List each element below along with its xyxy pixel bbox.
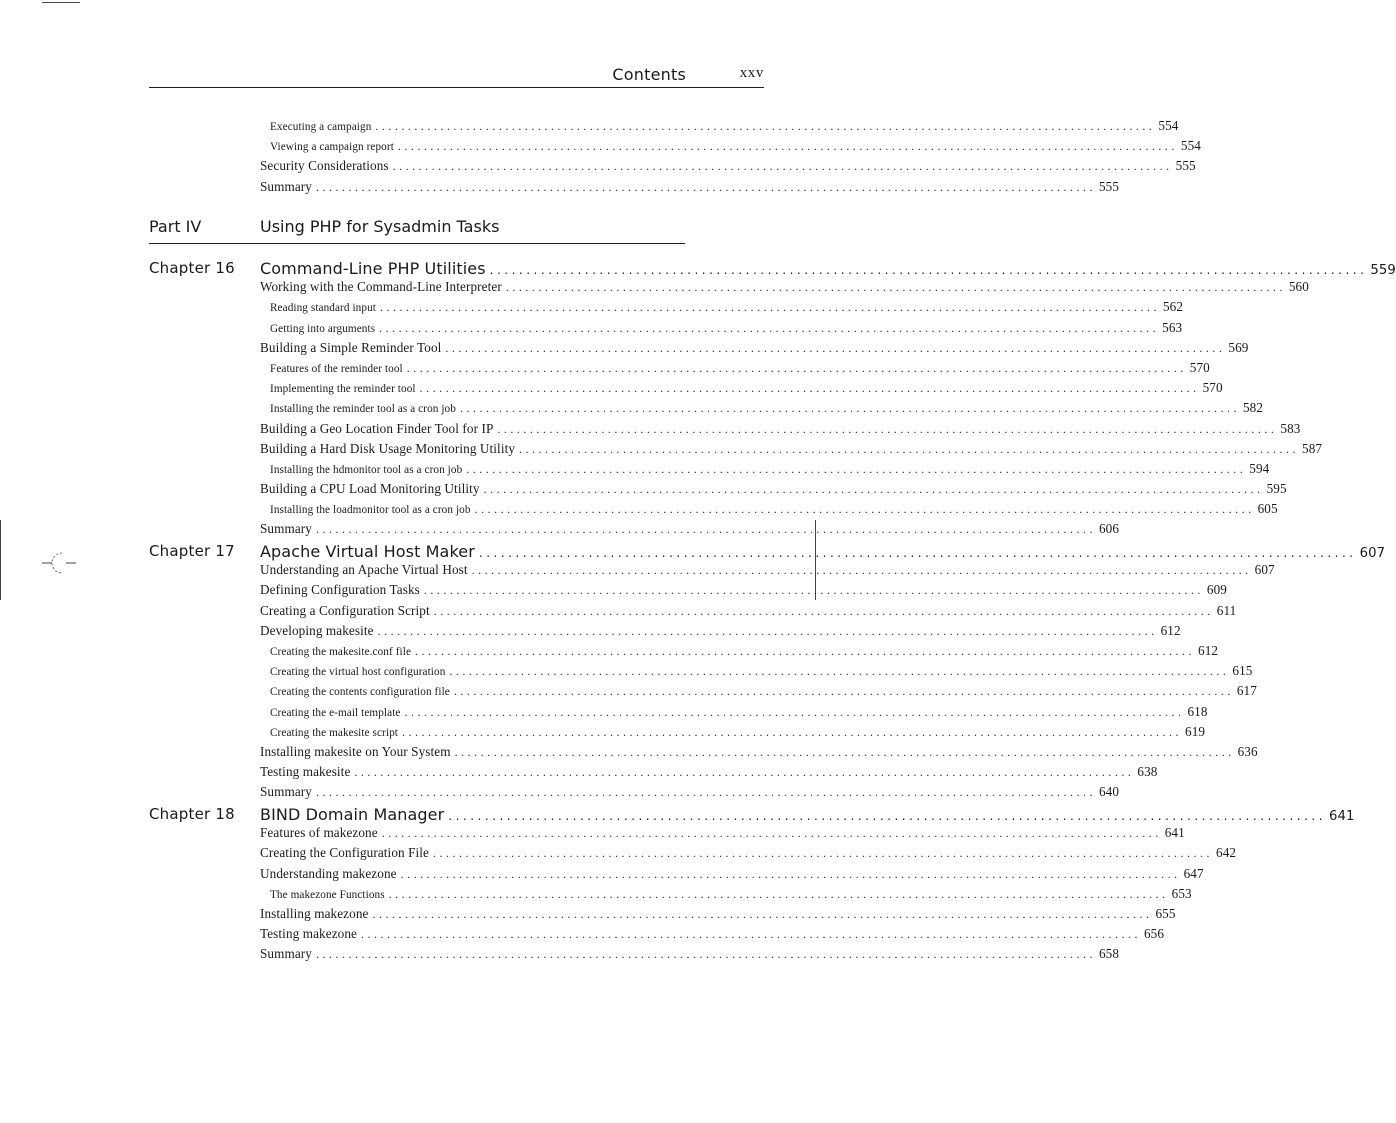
- toc-entry: [260, 279, 1309, 299]
- dot-leader: ........................................................................................................................: [315, 947, 1096, 962]
- toc-entry-page-number: 555: [1175, 158, 1196, 174]
- toc-entry: [260, 158, 1196, 178]
- toc-entry-page-number: 559: [1370, 263, 1396, 278]
- toc-entry-page-number: 560: [1288, 279, 1309, 295]
- toc-entry: [260, 481, 1287, 501]
- toc-entry-page-number: 562: [1162, 299, 1184, 315]
- toc-entry-page-number: 612: [1160, 622, 1181, 638]
- toc-entry-page-number: 563: [1162, 319, 1183, 335]
- running-head-page-number: xxv: [739, 65, 764, 81]
- toc-entry: [260, 299, 1184, 319]
- toc-entry-page-number: 554: [1158, 118, 1179, 133]
- toc-entry-title: Command-Line PHP Utilities: [260, 259, 486, 278]
- toc-entry-page-number: 605: [1257, 501, 1278, 517]
- dot-leader: ........................................................................................................................: [354, 765, 1135, 780]
- toc-entry: [260, 521, 1120, 541]
- toc-entry-page-number: 641: [1164, 825, 1185, 841]
- toc-entry: [260, 743, 1258, 764]
- toc-entry-title: Building a CPU Load Monitoring Utility: [260, 481, 480, 497]
- toc-entry-page-number: 609: [1206, 582, 1227, 598]
- dot-leader: ........................................................................................................................: [449, 664, 1230, 679]
- toc-entry: [260, 319, 1183, 340]
- toc-entry-page-number: 606: [1098, 521, 1120, 537]
- dot-leader: ........................................................................................................................: [433, 603, 1214, 618]
- toc-entry-page-number: 569: [1228, 339, 1249, 355]
- toc-entry-title: Testing makesite: [260, 764, 351, 780]
- registration-mark-icon: [40, 548, 80, 578]
- toc-entry-title: Getting into arguments: [270, 322, 376, 335]
- toc-entry-title: Viewing a campaign report: [270, 141, 394, 154]
- chapter-label: Chapter 16: [149, 259, 235, 277]
- toc-entry-page-number: 583: [1280, 420, 1301, 436]
- toc-entry-title: Features of the reminder tool: [270, 362, 403, 375]
- dot-leader: ........................................................................................................................: [315, 522, 1096, 537]
- toc-entry-page-number: 607: [1359, 546, 1386, 561]
- toc-entry-title: Executing a campaign: [270, 121, 372, 133]
- toc-entry: [260, 845, 1237, 865]
- dot-leader: ........................................................................................................................: [392, 159, 1173, 174]
- toc-entry-page-number: 594: [1249, 460, 1270, 476]
- toc-entry-title: Installing makezone: [260, 905, 369, 921]
- toc-entry: [260, 562, 1275, 582]
- chapter-label: Chapter 17: [149, 542, 235, 560]
- dot-leader: ........................................................................................................................: [497, 421, 1278, 436]
- toc-entry: [260, 602, 1237, 623]
- toc-entry-title: Defining Configuration Tasks: [260, 582, 420, 598]
- toc-entry-page-number: 655: [1155, 905, 1176, 921]
- toc-entry-title: Summary: [260, 784, 312, 800]
- toc-entry-title: Installing makesite on Your System: [260, 743, 451, 759]
- toc-entry-page-number: 638: [1137, 764, 1158, 780]
- running-head-rule: [149, 87, 764, 88]
- toc-entry: [260, 582, 1227, 602]
- toc-entry: [260, 380, 1223, 400]
- dot-leader: ........................................................................................................................: [372, 906, 1153, 921]
- dot-leader: ........................................................................................................................: [404, 704, 1185, 719]
- dot-leader: ........................................................................................................................: [453, 684, 1234, 699]
- dot-leader: ........................................................................................................................: [379, 300, 1160, 315]
- running-head-title: Contents: [612, 65, 686, 84]
- toc-entry: [260, 784, 1120, 804]
- toc-entry-page-number: 640: [1098, 784, 1120, 800]
- toc-entry-title: The makezone Functions: [270, 888, 385, 901]
- chapter-label: Chapter 18: [149, 805, 235, 823]
- toc-entry-page-number: 554: [1180, 138, 1202, 154]
- toc-entry-title: Installing the reminder tool as a cron job: [270, 403, 456, 416]
- toc-entry-page-number: 587: [1302, 440, 1323, 456]
- toc-entry-title: Creating a Configuration Script: [260, 602, 430, 618]
- toc-entry: [260, 622, 1181, 643]
- toc-entry: [260, 118, 1179, 138]
- toc-entry-page-number: 658: [1098, 946, 1120, 962]
- dot-leader: ........................................................................................................................: [315, 785, 1096, 800]
- toc-entry-page-number: 647: [1183, 865, 1204, 881]
- toc-entry: [260, 400, 1264, 420]
- toc-entry-title: BIND Domain Manager: [260, 805, 445, 824]
- dot-leader: ........................................................................................................................: [397, 139, 1178, 154]
- toc-entry-title: Understanding makezone: [260, 865, 397, 881]
- toc-entry: [260, 905, 1176, 926]
- toc-entry: [260, 926, 1165, 946]
- toc-entry-page-number: 611: [1216, 602, 1237, 618]
- toc-entry: [260, 885, 1192, 906]
- dot-leader: ........................................................................................................................: [406, 360, 1187, 375]
- chapter-18-entries: [260, 805, 1355, 967]
- toc-entry-title: Summary: [260, 946, 312, 962]
- toc-entry-page-number: 636: [1237, 743, 1258, 759]
- toc-entry-title: Features of makezone: [260, 825, 378, 841]
- toc-entry-page-number: 618: [1187, 703, 1208, 719]
- toc-entry-page-number: 641: [1329, 809, 1355, 824]
- toc-entry: [260, 825, 1185, 845]
- toc-entry-title: Reading standard input: [270, 302, 376, 315]
- dot-leader: ........................................................................................................................: [519, 441, 1300, 456]
- dot-leader: ........................................................................................................................: [375, 119, 1156, 133]
- toc-entry: [260, 723, 1206, 744]
- toc-entry: [260, 501, 1278, 521]
- toc-entry-page-number: 595: [1266, 481, 1287, 497]
- toc-entry-title: Developing makesite: [260, 622, 374, 638]
- dot-leader: ........................................................................................................................: [505, 280, 1286, 295]
- dot-leader: ........................................................................................................................: [489, 263, 1368, 277]
- toc-entry-title: Creating the virtual host configuration: [270, 666, 446, 679]
- toc-entry-title: Testing makezone: [260, 926, 357, 942]
- part-title: Using PHP for Sysadmin Tasks: [260, 217, 500, 236]
- dot-leader: ........................................................................................................................: [474, 502, 1255, 517]
- toc-entry: [260, 259, 1396, 279]
- toc-entry: [260, 359, 1210, 380]
- toc-entry-title: Security Considerations: [260, 158, 389, 174]
- toc-entry: [260, 683, 1257, 703]
- toc-entry-page-number: 656: [1143, 926, 1165, 942]
- toc-entry-title: Implementing the reminder tool: [270, 383, 416, 396]
- dot-leader: ........................................................................................................................: [415, 643, 1196, 658]
- dot-leader: ........................................................................................................................: [315, 179, 1096, 194]
- dot-leader: ........................................................................................................................: [454, 744, 1235, 759]
- toc-entry: [260, 460, 1270, 481]
- dot-leader: ........................................................................................................................: [459, 401, 1240, 416]
- part-rule: [149, 243, 685, 244]
- toc-entry: [260, 339, 1249, 360]
- toc-entry: [260, 178, 1120, 199]
- dot-leader: ........................................................................................................................: [377, 623, 1158, 638]
- toc-entry-title: Creating the Configuration File: [260, 845, 430, 861]
- toc-entry-title: Summary: [260, 521, 312, 537]
- toc-entry: [260, 420, 1301, 441]
- toc-entry: [260, 663, 1253, 683]
- toc-entry-title: Creating the contents configuration file: [270, 686, 450, 699]
- toc-entry: [260, 703, 1208, 724]
- toc-entry-page-number: 607: [1254, 562, 1275, 578]
- toc-entry-title: Building a Simple Reminder Tool: [260, 339, 442, 355]
- toc-entry-page-number: 555: [1098, 178, 1120, 194]
- toc-entry-title: Apache Virtual Host Maker: [260, 542, 475, 561]
- dot-leader: ........................................................................................................................: [448, 809, 1327, 823]
- toc-entry-page-number: 617: [1236, 683, 1257, 699]
- toc-entry-page-number: 619: [1185, 723, 1206, 739]
- toc-entry-title: Summary: [260, 178, 312, 194]
- toc-entry-title: Building a Hard Disk Usage Monitoring Utility: [260, 440, 516, 456]
- toc-entry-page-number: 570: [1202, 380, 1223, 396]
- toc-entry: [260, 865, 1204, 886]
- toc-entry-title: Creating the e-mail template: [270, 706, 401, 719]
- dot-leader: ........................................................................................................................: [445, 340, 1226, 355]
- toc-entry-page-number: 653: [1171, 885, 1192, 901]
- dot-leader: ........................................................................................................................: [360, 927, 1141, 942]
- toc-entry-title: Creating the makesite.conf file: [270, 645, 412, 658]
- dot-leader: ........................................................................................................................: [402, 724, 1182, 739]
- dot-leader: ........................................................................................................................: [400, 866, 1181, 881]
- chapter-17-entries: [260, 542, 1386, 804]
- toc-entry-title: Installing the hdmonitor tool as a cron job: [270, 463, 463, 476]
- toc-entry-title: Installing the loadmonitor tool as a cron job: [270, 504, 471, 517]
- toc-entry-page-number: 582: [1242, 400, 1264, 416]
- dot-leader: ........................................................................................................................: [381, 826, 1162, 841]
- toc-entry: [260, 805, 1355, 825]
- toc-entry-page-number: 612: [1198, 642, 1219, 658]
- dot-leader: ........................................................................................................................: [433, 846, 1214, 861]
- chapter-16-entries: [260, 259, 1396, 542]
- toc-entry-page-number: 642: [1216, 845, 1237, 861]
- toc-entry-title: Understanding an Apache Virtual Host: [260, 562, 468, 578]
- toc-entry: [260, 946, 1120, 966]
- toc-entry: [260, 542, 1386, 562]
- running-head: [149, 63, 764, 87]
- toc-entry-page-number: 615: [1232, 663, 1253, 679]
- dot-leader: ........................................................................................................................: [471, 563, 1252, 578]
- dot-leader: ........................................................................................................................: [478, 546, 1357, 560]
- crop-mark-left: [0, 520, 1, 600]
- toc-entry: [260, 642, 1219, 663]
- dot-leader: ........................................................................................................................: [483, 482, 1264, 497]
- toc-entry-title: Building a Geo Location Finder Tool for IP: [260, 420, 494, 436]
- toc-entry-page-number: 570: [1189, 359, 1210, 375]
- toc-continued-entries: [260, 118, 1202, 199]
- part-label: Part IV: [149, 217, 202, 236]
- crop-mark-top: [42, 2, 80, 3]
- toc-entry-title: Working with the Command-Line Interpreter: [260, 279, 502, 295]
- toc-entry: [260, 138, 1202, 158]
- dot-leader: ........................................................................................................................: [379, 320, 1160, 335]
- dot-leader: ........................................................................................................................: [466, 461, 1247, 476]
- dot-leader: ........................................................................................................................: [419, 381, 1200, 396]
- dot-leader: ........................................................................................................................: [388, 886, 1169, 901]
- dot-leader: ........................................................................................................................: [423, 583, 1204, 598]
- toc-entry: [260, 764, 1158, 784]
- toc-entry-title: Creating the makesite script: [270, 726, 398, 739]
- toc-entry: [260, 440, 1323, 461]
